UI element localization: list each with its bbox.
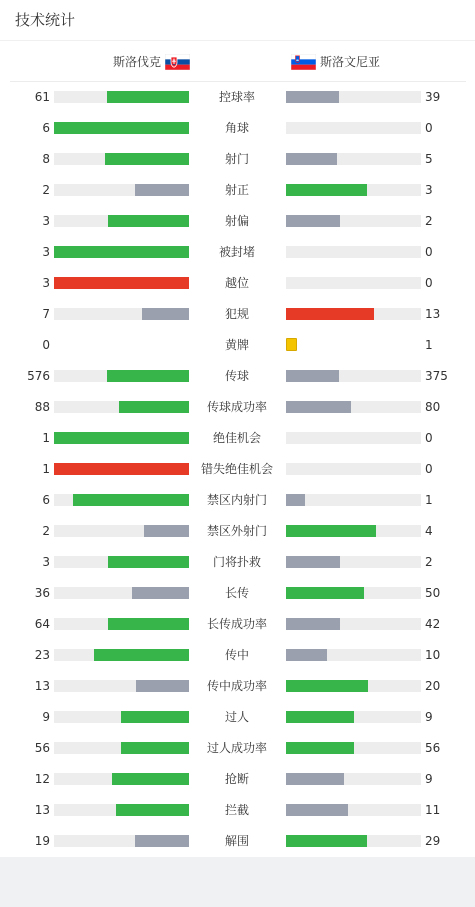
away-bar-track [286,680,421,692]
home-value: 61 [34,90,50,104]
home-bar-track [54,401,189,413]
away-bar-fill [286,742,354,754]
away-bar-fill [286,370,339,382]
stat-label: 过人成功率 [206,741,267,755]
away-value: 0 [425,121,433,135]
stat-label: 错失绝佳机会 [200,462,273,476]
stat-label: 越位 [224,276,249,290]
away-bar-track [286,308,421,320]
home-value: 0 [42,338,50,352]
away-value: 0 [425,245,433,259]
home-value: 3 [42,276,50,290]
home-value: 9 [42,710,50,724]
home-value: 6 [42,493,50,507]
away-value: 80 [425,400,441,414]
home-bar-fill [54,432,189,444]
home-value: 1 [42,431,50,445]
away-value: 9 [425,772,433,786]
away-bar-track [286,91,421,103]
home-value: 576 [27,369,50,383]
home-team-name: 斯洛伐克 [112,55,161,69]
away-bar-track [286,773,421,785]
away-bar-fill [286,587,364,599]
home-bar-fill [54,122,189,134]
home-bar-fill [121,711,189,723]
stat-row [0,242,475,262]
away-value: 3 [425,183,433,197]
stat-row [0,366,475,386]
home-bar-fill [112,773,189,785]
stat-row [0,149,475,169]
stat-row [0,738,475,758]
stat-label: 传球 [224,369,249,383]
home-bar-track [54,463,189,475]
away-bar-fill [286,494,305,506]
stat-label: 黄牌 [224,338,249,352]
away-bar-track [286,215,421,227]
away-bar-track [286,463,421,475]
home-value: 2 [42,524,50,538]
stat-label: 传中成功率 [206,679,267,693]
home-team [113,52,190,72]
home-value: 64 [34,617,50,631]
home-bar-track [54,742,189,754]
away-value: 0 [425,276,433,290]
home-bar-fill [121,742,189,754]
stat-row [0,521,475,541]
home-value: 3 [42,245,50,259]
home-bar-track [54,711,189,723]
stat-label: 拦截 [224,803,249,817]
home-value: 36 [34,586,50,600]
stat-label: 传中 [224,648,249,662]
stat-label: 传球成功率 [206,400,267,414]
home-bar-track [54,649,189,661]
page-title: 技术统计 [15,11,76,29]
stat-label: 角球 [224,121,249,135]
away-bar-track [286,711,421,723]
stat-row [0,645,475,665]
home-value: 3 [42,214,50,228]
away-bar-track [286,649,421,661]
away-value: 1 [425,493,433,507]
stat-label: 射正 [224,183,249,197]
away-value: 56 [425,741,441,755]
stat-row [0,335,475,355]
home-bar-track [54,773,189,785]
away-bar-track [286,277,421,289]
home-bar-track [54,184,189,196]
home-value: 12 [34,772,50,786]
yellow-card-icon [286,338,297,351]
away-value: 13 [425,307,441,321]
home-bar-fill [54,277,189,289]
away-bar-track [286,494,421,506]
home-bar-track [54,587,189,599]
away-value: 9 [425,710,433,724]
slovakia-flag-icon [165,54,190,70]
away-bar-fill [286,525,376,537]
home-bar-track [54,308,189,320]
away-bar-fill [286,835,367,847]
stat-label: 禁区外射门 [206,524,267,538]
away-bar-track [286,835,421,847]
home-bar-fill [107,91,189,103]
home-value: 56 [34,741,50,755]
home-bar-fill [54,246,189,258]
away-team [291,52,380,72]
stat-label: 长传 [224,586,249,600]
home-value: 1 [42,462,50,476]
away-value: 375 [425,369,448,383]
stat-label: 过人 [224,710,249,724]
slovenia-flag-icon [291,54,316,70]
stat-label: 绝佳机会 [212,431,261,445]
home-bar-track [54,370,189,382]
home-value: 3 [42,555,50,569]
stat-row [0,583,475,603]
stat-label: 抢断 [224,772,249,786]
stat-label: 控球率 [218,90,255,104]
away-value: 50 [425,586,441,600]
away-value: 29 [425,834,441,848]
stat-row [0,118,475,138]
home-bar-fill [105,153,189,165]
away-team-name: 斯洛文尼亚 [320,55,381,69]
stat-row [0,676,475,696]
away-value: 5 [425,152,433,166]
away-bar-track [286,370,421,382]
home-value: 19 [34,834,50,848]
away-bar-fill [286,680,368,692]
home-bar-track [54,432,189,444]
home-value: 13 [34,679,50,693]
away-bar-track [286,184,421,196]
home-value: 23 [34,648,50,662]
away-value: 1 [425,338,433,352]
stat-row [0,769,475,789]
away-bar-track [286,246,421,258]
divider [0,40,475,41]
stat-label: 被封堵 [218,245,255,259]
home-bar-fill [136,680,189,692]
home-bar-fill [135,184,189,196]
home-bar-track [54,215,189,227]
home-bar-track [54,91,189,103]
stat-label: 解围 [224,834,249,848]
stat-row [0,273,475,293]
home-value: 7 [42,307,50,321]
away-bar-fill [286,773,344,785]
home-bar-track [54,246,189,258]
stat-row [0,459,475,479]
away-value: 2 [425,214,433,228]
stat-row [0,614,475,634]
away-bar-fill [286,804,348,816]
stat-row [0,428,475,448]
home-bar-fill [73,494,189,506]
away-value: 0 [425,431,433,445]
home-bar-fill [116,804,189,816]
home-bar-fill [119,401,189,413]
away-bar-fill [286,308,374,320]
away-bar-fill [286,215,340,227]
home-bar-track [54,680,189,692]
home-bar-fill [144,525,189,537]
home-bar-fill [135,835,189,847]
home-bar-fill [108,556,189,568]
divider [10,81,466,82]
stat-label: 禁区内射门 [206,493,267,507]
away-value: 2 [425,555,433,569]
home-bar-track [54,804,189,816]
away-bar-track [286,556,421,568]
away-value: 4 [425,524,433,538]
away-bar-track [286,122,421,134]
home-value: 2 [42,183,50,197]
home-bar-fill [108,618,189,630]
home-bar-track [54,556,189,568]
stat-row [0,180,475,200]
home-value: 13 [34,803,50,817]
away-bar-track [286,401,421,413]
away-bar-fill [286,556,340,568]
home-bar-fill [142,308,189,320]
home-bar-fill [108,215,189,227]
home-bar-fill [54,463,189,475]
stat-row [0,552,475,572]
stat-row [0,211,475,231]
away-bar-fill [286,618,340,630]
stat-row [0,304,475,324]
away-bar-fill [286,711,354,723]
home-bar-fill [94,649,189,661]
away-bar-fill [286,91,339,103]
home-bar-track [54,122,189,134]
stat-label: 射偏 [224,214,249,228]
away-value: 39 [425,90,441,104]
stat-label: 门将扑救 [212,555,261,569]
stat-row [0,490,475,510]
away-value: 10 [425,648,441,662]
away-bar-fill [286,649,327,661]
away-value: 0 [425,462,433,476]
home-bar-track [54,525,189,537]
away-bar-fill [286,184,367,196]
away-bar-track [286,742,421,754]
home-bar-track [54,618,189,630]
home-value: 6 [42,121,50,135]
away-value: 11 [425,803,441,817]
stat-label: 犯规 [224,307,249,321]
away-bar-track [286,587,421,599]
away-bar-track [286,804,421,816]
stat-row [0,831,475,851]
home-value: 8 [42,152,50,166]
away-bar-fill [286,153,337,165]
stat-label: 长传成功率 [206,617,267,631]
home-value: 88 [34,400,50,414]
away-value: 20 [425,679,441,693]
away-bar-track [286,618,421,630]
home-bar-track [54,835,189,847]
home-bar-track [54,494,189,506]
home-bar-track [54,153,189,165]
away-value: 42 [425,617,441,631]
stat-label: 射门 [224,152,249,166]
away-bar-fill [286,401,351,413]
away-bar-track [286,153,421,165]
home-bar-track [54,277,189,289]
stat-row [0,800,475,820]
away-bar-track [286,525,421,537]
stat-row [0,707,475,727]
home-bar-fill [132,587,189,599]
stat-row [0,397,475,417]
stat-row [0,87,475,107]
away-bar-track [286,432,421,444]
home-bar-fill [107,370,189,382]
